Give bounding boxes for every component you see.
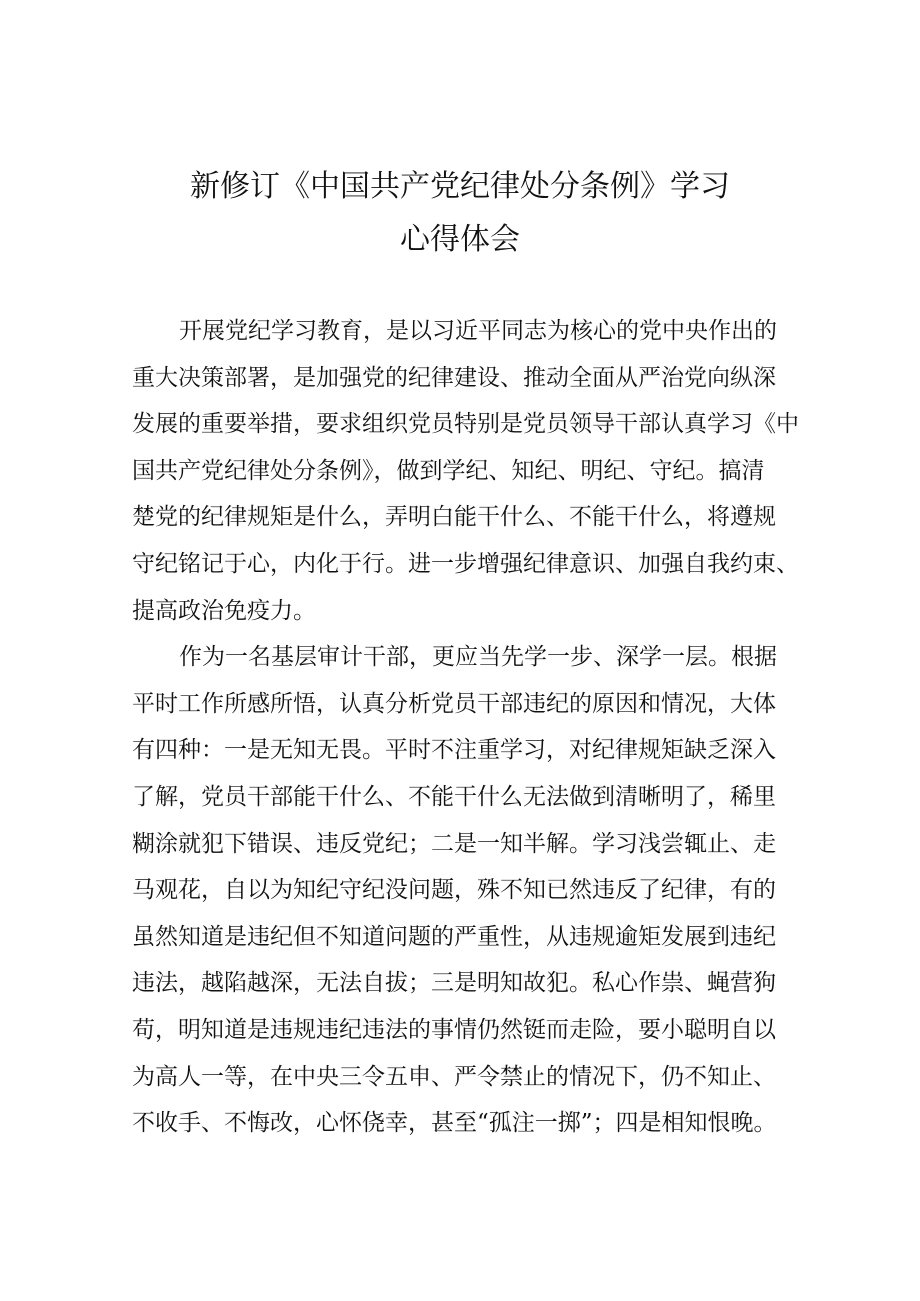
paragraph-2-line: 违法，越陷越深，无法自拔；三是明知故犯。私心作祟、蝇营狗	[132, 970, 776, 997]
paragraph-1-line: 重大决策部署，是加强党的纪律建设、推动全面从严治党向纵深	[132, 364, 776, 391]
paragraph-1-line: 国共产党纪律处分条例》，做到学纪、知纪、明纪、守纪。搞清	[132, 457, 765, 484]
paragraph-2-line: 有四种：一是无知无畏。平时不注重学习，对纪律规矩缺乏深入	[132, 737, 776, 764]
paragraph-1-line: 开展党纪学习教育，是以习近平同志为核心的党中央作出的	[179, 318, 777, 344]
document-title-line-2: 心得体会	[400, 222, 520, 257]
paragraph-2-line: 虽然知道是违纪但不知道问题的严重性，从违规逾矩发展到违纪	[132, 923, 776, 950]
paragraph-2-line: 了解，党员干部能干什么、不能干什么无法做到清晰明了，稀里	[132, 784, 776, 810]
paragraph-2-line: 马观花，自以为知纪守纪没问题，殊不知已然违反了纪律，有的	[132, 877, 776, 904]
paragraph-2-line: 不收手、不悔改，心怀侥幸，甚至“孤注一掷”；四是相知恨晚。	[132, 1110, 777, 1137]
paragraph-1-line: 提高政治免疫力。	[132, 597, 316, 624]
paragraph-2-line: 平时工作所感所悟，认真分析党员干部违纪的原因和情况，大体	[132, 690, 776, 717]
paragraph-2-line: 为高人一等，在中央三令五申、严令禁止的情况下，仍不知止、	[132, 1063, 776, 1090]
paragraph-2-line: 苟，明知道是违规违纪违法的事情仍然铤而走险，要小聪明自以	[132, 1017, 776, 1043]
document-title-line-1: 新修订《中国共产党纪律处分条例》学习	[190, 169, 730, 204]
paragraph-2-line: 糊涂就犯下错误、违反党纪；二是一知半解。学习浅尝辄止、走	[132, 830, 776, 857]
paragraph-1-line: 发展的重要举措，要求组织党员特别是党员领导干部认真学习《中	[132, 411, 799, 438]
paragraph-1-line: 守纪铭记于心，内化于行。进一步增强纪律意识、加强自我约束、	[132, 551, 799, 577]
paragraph-1-line: 楚党的纪律规矩是什么，弄明白能干什么、不能干什么，将遵规	[132, 504, 776, 531]
paragraph-2-line: 作为一名基层审计干部，更应当先学一步、深学一层。根据	[179, 644, 777, 671]
